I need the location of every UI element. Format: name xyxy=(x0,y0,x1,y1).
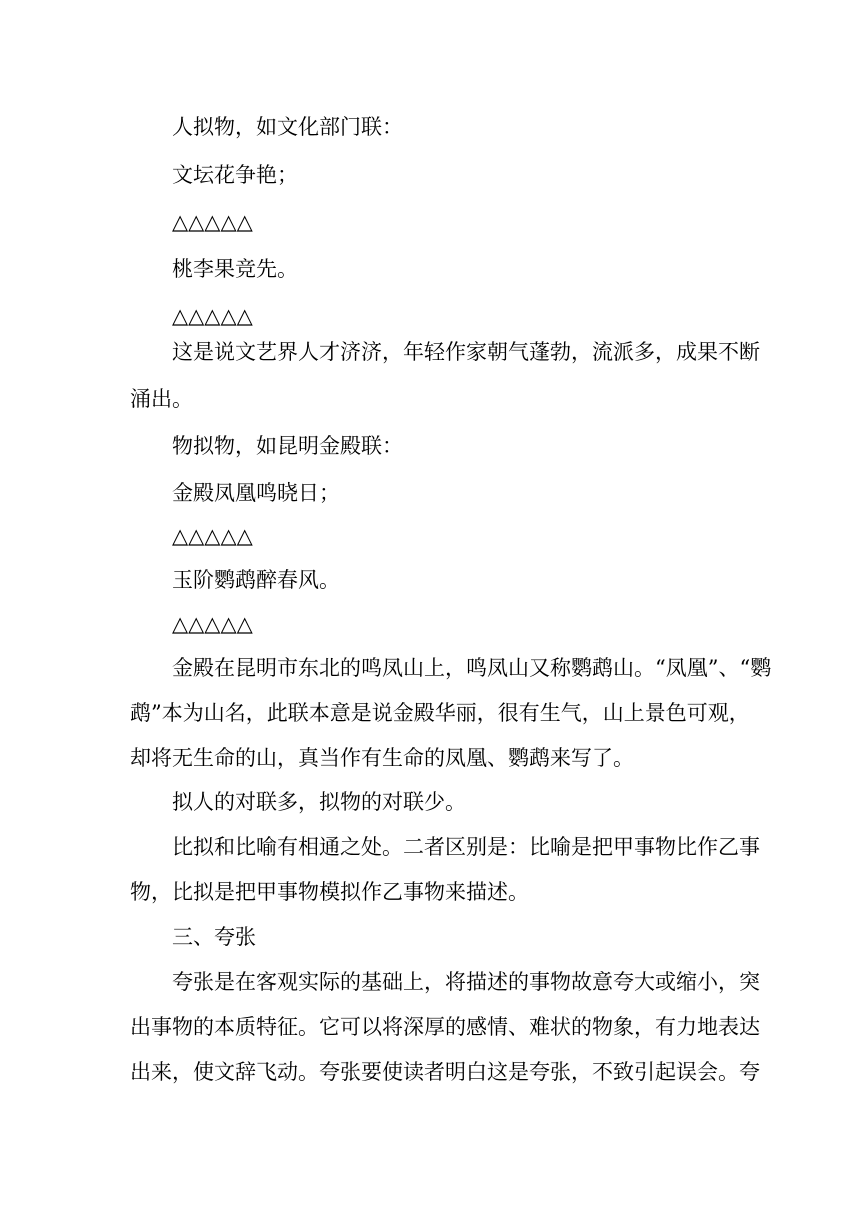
paragraph-line: 鹉”本为山名，此联本意是说金殿华丽，很有生气，山上景色可观， xyxy=(130,701,750,725)
paragraph-line: △△△△△ xyxy=(172,304,253,328)
paragraph-line: △△△△△ xyxy=(172,210,253,234)
paragraph-line: 金殿凤凰鸣晓日； xyxy=(172,481,340,505)
paragraph-line: 夸张是在客观实际的基础上，将描述的事物故意夸大或缩小，突 xyxy=(172,970,760,994)
paragraph-line: 出事物的本质特征。它可以将深厚的感情、难状的物象，有力地表达 xyxy=(130,1015,760,1039)
paragraph-line: 文坛花争艳； xyxy=(172,163,298,187)
paragraph-line: 拟人的对联多，拟物的对联少。 xyxy=(172,790,466,814)
paragraph-line: 比拟和比喻有相通之处。二者区别是：比喻是把甲事物比作乙事 xyxy=(172,835,760,859)
paragraph-line: 桃李果竞先。 xyxy=(172,257,298,281)
paragraph-line: 却将无生命的山，真当作有生命的凤凰、鹦鹉来写了。 xyxy=(130,746,634,770)
section-heading: 三、夸张 xyxy=(172,925,256,949)
paragraph-line: 金殿在昆明市东北的鸣凤山上，鸣凤山又称鹦鹉山。“凤凰”、“鹦 xyxy=(172,656,772,680)
paragraph-line: 涌出。 xyxy=(130,387,193,411)
paragraph-line: 出来，使文辞飞动。夸张要使读者明白这是夸张，不致引起误会。夸 xyxy=(130,1060,760,1084)
paragraph-line: 人拟物，如文化部门联： xyxy=(172,115,403,139)
paragraph-line: △△△△△ xyxy=(172,524,253,548)
paragraph-line: △△△△△ xyxy=(172,612,253,636)
paragraph-line: 物，比拟是把甲事物模拟作乙事物来描述。 xyxy=(130,880,529,904)
paragraph-line: 玉阶鹦鹉醉春风。 xyxy=(172,568,340,592)
paragraph-line: 这是说文艺界人才济济，年轻作家朝气蓬勃，流派多，成果不断 xyxy=(172,340,760,364)
paragraph-line: 物拟物，如昆明金殿联： xyxy=(172,434,403,458)
